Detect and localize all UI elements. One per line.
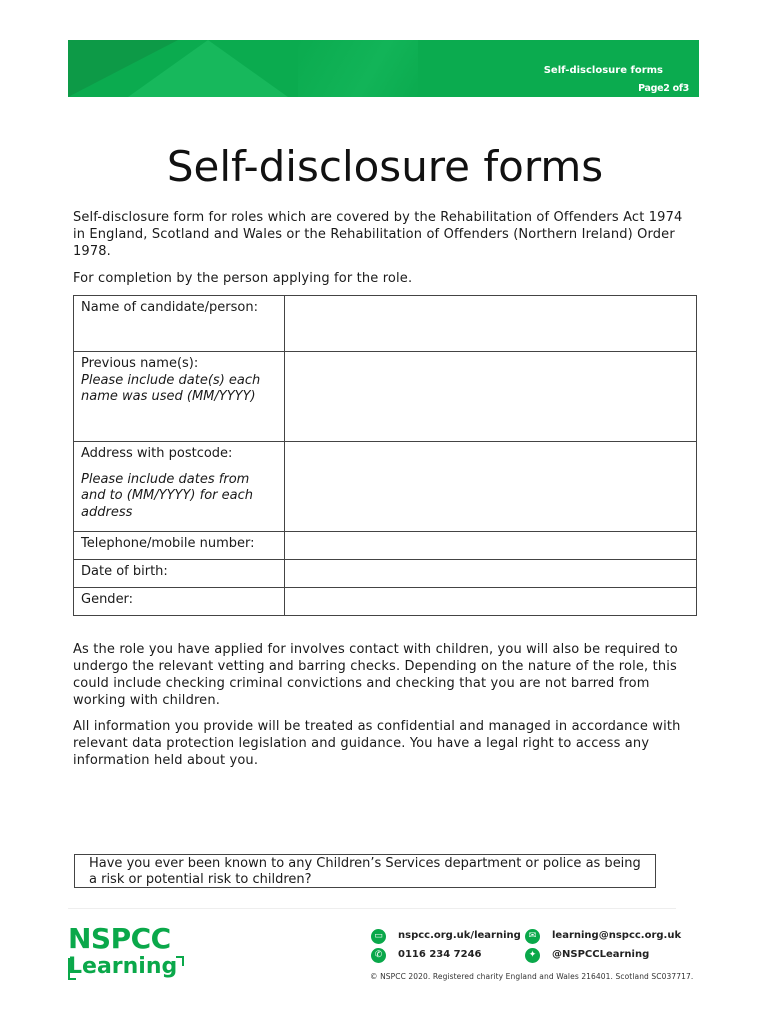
gender-field[interactable]: [285, 588, 697, 616]
phone-field[interactable]: [285, 532, 697, 560]
risk-question-box: [74, 854, 656, 888]
vetting-paragraph: As the role you have applied for involves contact with children, you will also be required to undergo the relevant vetting and barring checks. Depending on the nature of the role, this could include checking criminal convictions and checking that you are not barred from working with children.: [73, 642, 678, 708]
logo-bracket: [68, 958, 76, 980]
label-text: Date of birth:: [81, 564, 168, 579]
label-text: Address with postcode:: [81, 446, 233, 461]
form-row-gender: [74, 588, 697, 616]
logo-line1: NSPCC: [68, 922, 171, 955]
form-label: [74, 560, 285, 588]
page-title: Self-disclosure forms: [166, 142, 604, 191]
monitor-icon: ▭: [371, 929, 386, 944]
form-row-phone: [74, 532, 697, 560]
address-field[interactable]: [285, 442, 697, 532]
twitter-handle[interactable]: @NSPCCLearning: [552, 949, 650, 960]
label-text: Name of candidate/person:: [81, 300, 258, 315]
footer-divider: [68, 908, 676, 909]
form-row-previous-names: [74, 352, 697, 442]
twitter-icon: ✦: [525, 948, 540, 963]
form-row-dob: [74, 560, 697, 588]
banner-decoration: [128, 40, 288, 97]
phone-icon: ✆: [371, 948, 386, 963]
form-label: [74, 352, 285, 442]
copyright-text: © NSPCC 2020. Registered charity England and Wales 216401. Scotland SC037717.: [370, 972, 694, 981]
previous-names-field[interactable]: [285, 352, 697, 442]
form-row-name: [74, 296, 697, 352]
confidentiality-paragraph: All information you provide will be treated as confidential and managed in accordance with relevant data protection legislation and guidance. You have a legal right to access any information held about you.: [73, 719, 681, 768]
form-label: [74, 532, 285, 560]
logo-line2: Learning: [68, 954, 178, 979]
form-row-address: [74, 442, 697, 532]
label-text: Gender:: [81, 592, 134, 607]
risk-question-text: Have you ever been known to any Children’s Services department or police as being a risk or potential risk to children?: [89, 856, 641, 887]
candidate-form-table: [73, 295, 697, 616]
phone-number[interactable]: 0116 234 7246: [398, 949, 482, 960]
website-link[interactable]: nspcc.org.uk/learning: [398, 930, 521, 941]
nspcc-learning-logo: [68, 924, 177, 979]
mail-icon: ✉: [525, 929, 540, 944]
banner-decoration: [298, 40, 418, 97]
name-field[interactable]: [285, 296, 697, 352]
intro-text: Self-disclosure form for roles which are covered by the Rehabilitation of Offenders Act 1974 in England, Scotland and Wales or the Rehabilitation of Offenders (Northern Ireland) Order 1978.: [73, 210, 683, 259]
label-text: Telephone/mobile number:: [81, 536, 255, 551]
completion-note: For completion by the person applying for the role.: [73, 271, 413, 286]
form-label: [74, 588, 285, 616]
logo-bracket: [176, 956, 184, 966]
dob-field[interactable]: [285, 560, 697, 588]
form-label: [74, 296, 285, 352]
page-number: Page2 of3: [638, 83, 689, 94]
header-banner: [68, 40, 699, 97]
label-hint: Please include dates from and to (MM/YYYY) for each address: [81, 471, 253, 520]
label-text: Previous name(s):: [81, 356, 199, 371]
form-label: [74, 442, 285, 532]
email-link[interactable]: learning@nspcc.org.uk: [552, 930, 682, 941]
header-doc-title: Self-disclosure forms: [543, 65, 663, 76]
label-hint: Please include date(s) each name was used (MM/YYYY): [81, 372, 261, 404]
